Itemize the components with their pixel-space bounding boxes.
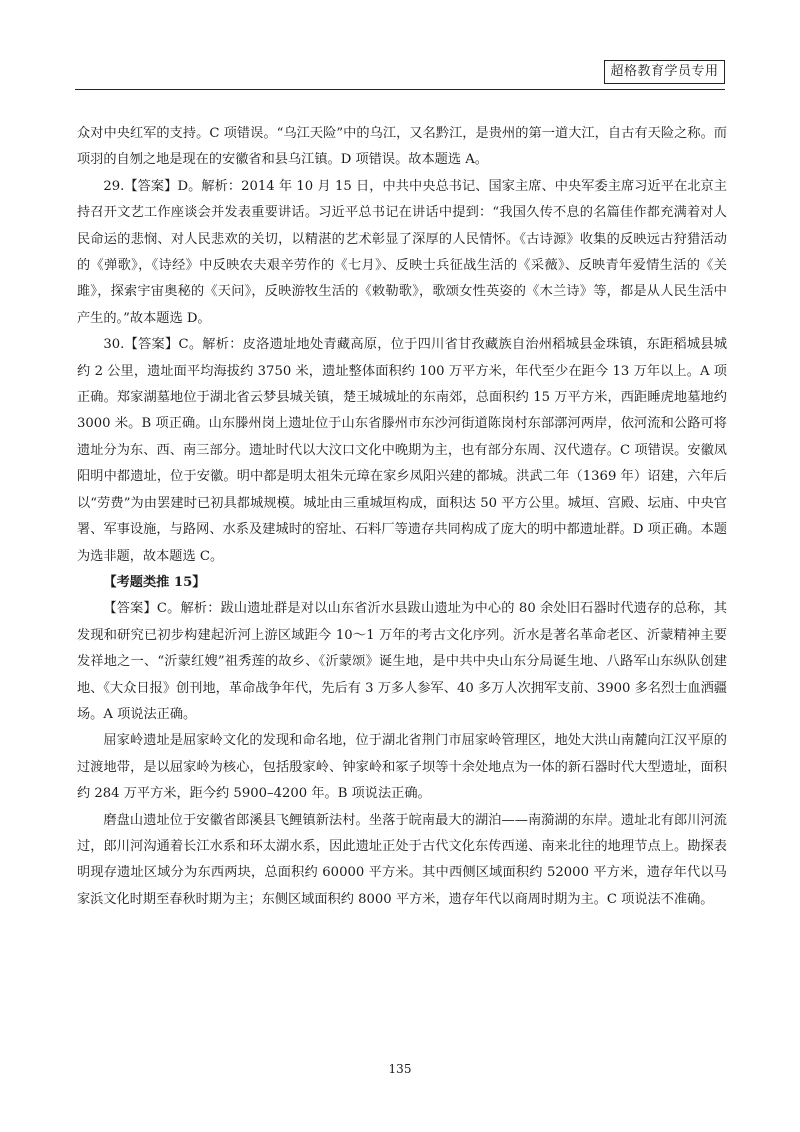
section-heading: 【考题类推 15】 [103, 574, 206, 590]
page-content [77, 121, 727, 913]
paragraph-answer-29: 29.【答案】D。解析：2014 年 10 月 15 日，中共中央总书记、国家主席、中央军委主席习近平在北京主持召开文艺工作座谈会并发表重要讲话。习近平总书记在讲话中提到：“我国久传不息的名篇佳作都充满着对人民命运的悲悯、对人民悲欢的关切，以精湛的艺术彰显了深厚的人民情怀。《古诗源》收集的反映远古狩猎活动的《弹歌》，《诗经》中反映农夫艰辛劳作的《七月》、反映士兵征战生活的《采薇》、反映青年爱情生活的《关雎》，探索宇宙奥秘的《天问》，反映游牧生活的《敕勒歌》，歌颂女性英姿的《木兰诗》等，都是从人民生活中产生的。”故本题选 D。 [77, 178, 727, 326]
paragraph-mopanshan: 磨盘山遗址位于安徽省郎溪县飞鲤镇新法村。坐落于皖南最大的湖泊——南漪湖的东岸。遗址北有郎川河流过，郎川河沟通着长江水系和环太湖水系，因此遗址正处于古代文化东传西递、南来北往的地理节点上。勘探表明现存遗址区域分为东西两块，总面积约 60000 平方米。其中西侧区域面积约 52000 平方米，遗存年代以马家浜文化时期至春秋时期为主；东侧区域面积约 8000 平方米，遗存年代以商周时期为主。C 项说法不准确。 [77, 812, 727, 907]
paragraph-continuation: 众对中央红军的支持。C 项错误。“乌江天险”中的乌江，又名黔江，是贵州的第一道大江，自古有天险之称。而项羽的自刎之地是现在的安徽省和县乌江镇。D 项错误。故本题选 A。 [77, 126, 727, 168]
page-number: 135 [388, 1062, 412, 1076]
header-rule [75, 89, 725, 90]
paragraph-qujialing: 屈家岭遗址是屈家岭文化的发现和命名地，位于湖北省荆门市屈家岭管理区，地处大洪山南麓向江汉平原的过渡地带，是以屈家岭为核心，包括殷家岭、钟家岭和冢子坝等十余处地点为一体的新石器时代大型遗址，面积约 284 万平方米，距今约 5900–4200 年。B 项说法正确。 [77, 733, 727, 802]
header-label-box [604, 60, 725, 84]
paragraph-analogy-answer: 【答案】C。解析：跋山遗址群是对以山东省沂水县跋山遗址为中心的 80 余处旧石器时代遗存的总称，其发现和研究已初步构建起沂河上游区域距今 10～1 万年的考古文化序列。沂水是著名革命老区、沂蒙精神主要发祥地之一、“沂蒙红嫂”祖秀莲的故乡、《沂蒙颂》诞生地，是中共中央山东分局诞生地、八路军山东纵队创建地、《大众日报》创刊地，革命战争年代，先后有 3 万多人参军、40 多万人次拥军支前、3900 多名烈士血洒疆场。A 项说法正确。 [77, 601, 727, 722]
header-label: 超格教育学员专用 [610, 64, 719, 79]
paragraph-answer-30: 30.【答案】C。解析：皮洛遗址地处青藏高原，位于四川省甘孜藏族自治州稻城县金珠镇，东距稻城县城约 2 公里，遗址面平均海拔约 3750 米，遗址整体面积约 100 万平方米，年代至少在距今 13 万年以上。A 项正确。郑家湖墓地位于湖北省云梦县城关镇，楚王城城址的东南郊，总面积约 15 万平方米，西距睡虎地墓地约 3000 米。B 项正确。山东滕州岗上遗址位于山东省滕州市东沙河街道陈岗村东部漷河两岸，依河流和公路可将遗址分为东、西、南三部分。遗址时代以大汶口文化中晚期为主，也有部分东周、汉代遗存。C 项错误。安徽凤阳明中都遗址，位于安徽。明中都是明太祖朱元璋在家乡凤阳兴建的都城。洪武二年（1369 年）诏建，六年后以“劳费”为由罢建时已初具都城规模。城址由三重城垣构成，面积达 50 平方公里。城垣、宫殿、坛庙、中央官署、军事设施，与路网、水系及建城时的窑址、石料厂等遗存共同构成了庞大的明中都遗址群。D 项正确。本题为选非题，故本题选 C。 [77, 337, 727, 564]
